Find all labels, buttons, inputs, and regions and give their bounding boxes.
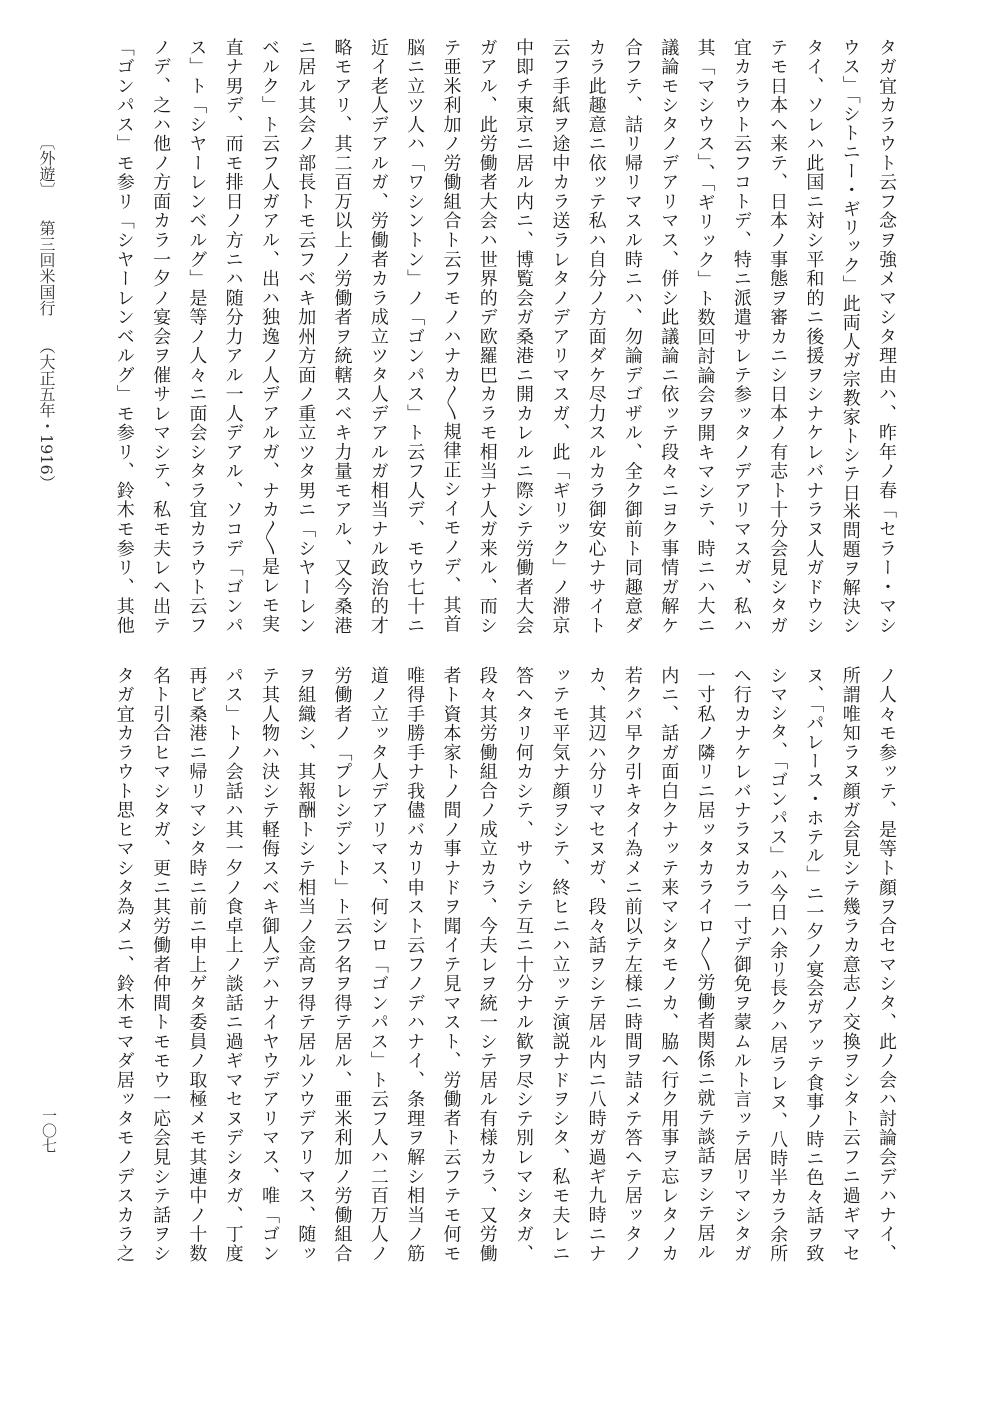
text-column: ノデ、之ハ他ノ方面カラ一夕ノ宴会ヲ催サレマシテ、私モ夫レヘ出テ: [150, 38, 172, 634]
text-column: テ其人物ハ決シテ軽侮スベキ御人デハナイヤウデアリマス、唯「ゴン: [258, 666, 280, 1262]
text-column: 若クバ早ク引キタイ為メニ前以テ左様ニ時間ヲ詰メテ答ヘテ居ッタノ: [621, 666, 643, 1262]
text-column: ス」ト「シヤーレンベルグ」是等ノ人々ニ面会シタラ宜カラウト云フ: [186, 38, 208, 634]
text-column: 略モアリ、其二百万以上ノ労働者ヲ統轄スベキ力量モアル、又今桑港: [331, 38, 353, 634]
header-chapter: 第三回米国行: [37, 220, 56, 316]
text-column: テ亜米利加ノ労働組合ト云フモノハナカ〳〵規律正シイモノデ、其首: [440, 38, 462, 634]
text-column: シマシタ、「ゴンパス」ハ今日ハ余リ長クハ居ラレヌ、八時半カラ余所: [767, 666, 789, 1262]
text-column: タガ宜カラウト云フ念ヲ強メマシタ理由ハ、昨年ノ春「セラー・マシ: [876, 38, 897, 634]
text-column: 云フ手紙ヲ途中カラ送ラレタノデアリマスガ、此「ギリック」ノ滞京: [549, 38, 571, 634]
text-column: カラ此趣意ニ依ッテ私ハ自分ノ方面ダケ尽力スルカラ御安心ナサイト: [585, 38, 607, 634]
text-column: ガアル、此労働者大会ハ世界的デ欧羅巴カラモ相当ナ人ガ来ル、而シ: [476, 38, 498, 634]
text-column: 直ナ男デ、而モ排日ノ方ニハ随分力アル一人デアル、ソコデ「ゴンパ: [222, 38, 244, 634]
text-block-bottom: [104, 666, 904, 1262]
text-block-top: [104, 38, 904, 634]
text-column: 一寸私ノ隣リニ居ッタカライロ〳〵労働者関係ニ就テ談話ヲシテ居ル: [694, 666, 716, 1262]
text-column: 合フテ、詰リ帰リマスル時ニハ、勿論デゴザル、全ク御前ト同趣意ダ: [621, 38, 643, 634]
text-column: ヘ行カナケレバナラヌカラ一寸デ御免ヲ蒙ムルト言ッテ居リマシタガ: [730, 666, 752, 1262]
running-header: [34, 134, 58, 494]
text-column: 議論モシタノデアリマス、併シ此議論ニ依ッテ段々ニヨク事情ガ解ケ: [658, 38, 680, 634]
text-column: 名ト引合ヒマシタガ、更ニ其労働者仲間トモモウ一応会見シテ話ヲシ: [150, 666, 172, 1262]
text-column: 脳ニ立ツ人ハ「ワシントン」ノ「ゴンパス」ト云フ人デ、モウ七十ニ: [404, 38, 426, 634]
text-column: ヲ組織シ、其報酬トシテ相当ノ金高ヲ得テ居ルソウデアリマス、随ッ: [295, 666, 317, 1262]
page-number: 一〇七: [40, 1108, 58, 1153]
header-section: 〔外遊〕: [37, 134, 56, 198]
text-column: 近イ老人デアルガ、労働者カラ成立ツタ人デアルガ相当ナル政治的才: [367, 38, 389, 634]
text-column: テモ日本ヘ来テ、日本ノ事態ヲ審カニシ日本ノ有志ト十分会見シタガ: [767, 38, 789, 634]
text-column: 其「マシウス」、「ギリック」ト数回討論会ヲ開キマシテ、時ニハ大ニ: [694, 38, 716, 634]
text-column: 答ヘタリ何カシテ、サウシテ互ニ十分ナル歓ヲ尽シテ別レマシタガ、: [513, 666, 535, 1262]
text-column: ウス」「シトニー・ギリック」此両人ガ宗教家トシテ日米問題ヲ解決シ: [839, 38, 861, 634]
text-column: 労働者ノ「プレシデント」ト云フ名ヲ得テ居ル、亜米利加ノ労働組合: [331, 666, 353, 1262]
text-column: 「ゴンパス」モ参リ「シヤーレンベルグ」モ参リ、鈴木モ参リ、其他: [113, 38, 135, 634]
text-column: 宜カラウト云フコトデ、特ニ派遣サレテ参ッタノデアリマスガ、私ハ: [730, 38, 752, 634]
text-column: ヌ、「パレース・ホテル」ニ一夕ノ宴会ガアッテ食事ノ時ニ色々話ヲ致: [803, 666, 825, 1262]
text-column: 再ビ桑港ニ帰リマシタ時ニ前ニ申上ゲタ委員ノ取極メモ其連中ノ十数: [186, 666, 208, 1262]
text-column: 所謂唯知ラヌ顔ガ会見シテ幾ラカ意志ノ交換ヲシタト云フニ過ギマセ: [839, 666, 861, 1262]
text-column: 者ト資本家トノ間ノ事ナドヲ聞イテ見マスト、労働者ト云フテモ何モ: [440, 666, 462, 1262]
text-column: 中即チ東京ニ居ル内ニ、博覧会ガ桑港ニ開カレルニ際シテ労働者大会: [513, 38, 535, 634]
text-column: ニ居ル其会ノ部長トモ云フベキ加州方面ノ重立ツタ男ニ「シヤーレン: [295, 38, 317, 634]
text-column: 唯得手勝手ナ我儘バカリ申スト云フノデハナイ、条理ヲ解シ相当ノ筋: [404, 666, 426, 1262]
text-column: 内ニ、話ガ面白クナッテ来マシタモノカ、脇ヘ行ク用事ヲ忘レタノカ: [658, 666, 680, 1262]
text-column: 段々其労働組合ノ成立カラ、今夫レヲ統一シテ居ル有様カラ、又労働: [476, 666, 498, 1262]
text-column: パス」トノ会話ハ其一夕ノ食卓上ノ談話ニ過ギマセヌデシタガ、丁度: [222, 666, 244, 1262]
text-column: カ、其辺ハ分リマセヌガ、段々話ヲシテ居ル内ニ八時ガ過ギ九時ニナ: [585, 666, 607, 1262]
text-column: ッテモ平気ナ顔ヲシテ、終ヒニハ立ッテ演説ナドヲシタ、私モ夫レニ: [549, 666, 571, 1262]
text-column: タイ、ソレハ此国ニ対シ平和的ニ後援ヲシナケレバナラヌ人ガドウシ: [803, 38, 825, 634]
text-column: タガ宜カラウト思ヒマシタ為メニ、鈴木モマダ居ッタモノデスカラ之: [113, 666, 135, 1262]
text-column: ノ人々モ参ッテ、是等ト顔ヲ合セマシタ、此ノ会ハ討論会デハナイ、: [876, 666, 897, 1262]
text-column: 道ノ立ッタ人デアリマス、何シロ「ゴンパス」ト云フ人ハ二百万人ノ: [367, 666, 389, 1262]
text-column: ベルク」ト云フ人ガアル、出ハ独逸ノ人デアルガ、ナカ〳〵是レモ実: [258, 38, 280, 634]
header-era: （大正五年・1916）: [37, 338, 56, 491]
